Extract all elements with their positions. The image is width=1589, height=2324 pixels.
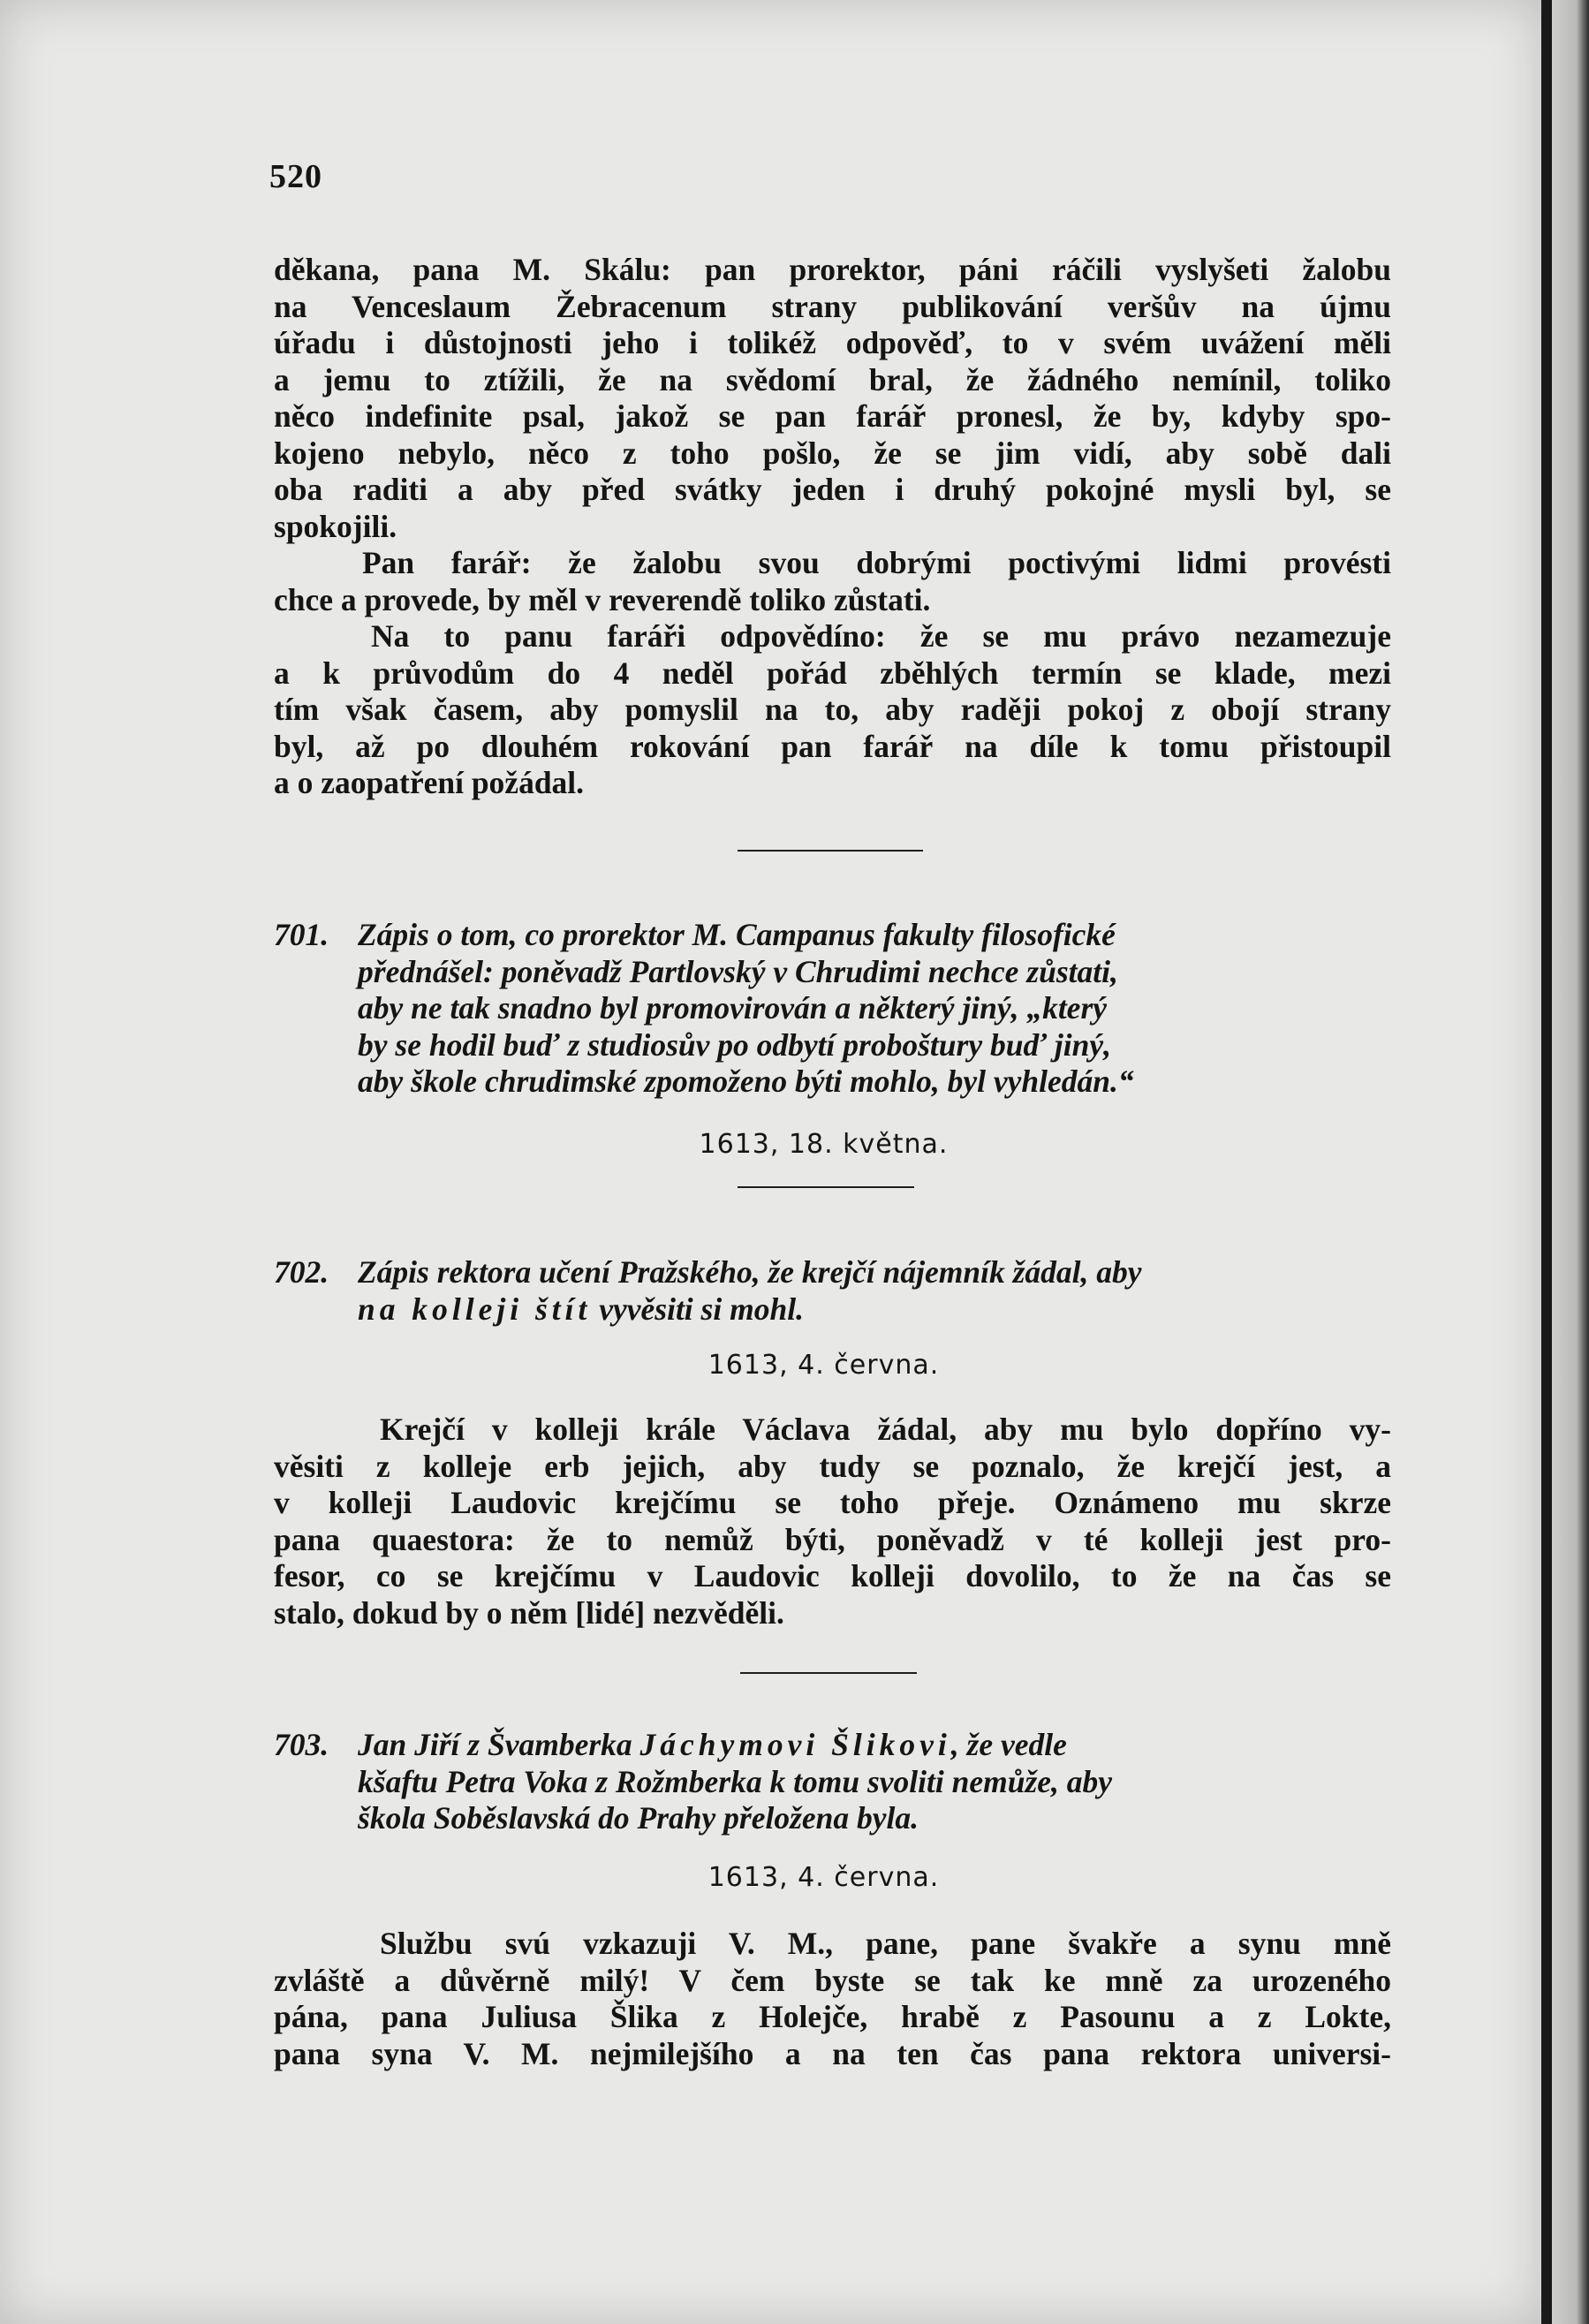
- entry-703-date: 1613, 4. června.: [707, 1862, 940, 1893]
- text-line: stalo, dokud by o něm [lidé] nezvěděli.: [274, 1594, 784, 1631]
- text-line: pána, pana Juliusa Šlika z Holejče, hrabě z Pasounu a z Lokte,: [274, 1999, 1391, 2034]
- text-line: děkana, pana M. Skálu: pan prorektor, páni ráčili vyslyšeti žalobu: [274, 252, 1391, 287]
- text-line: pana quaestora: že to nemůž býti, poněvadž v té kolleji jest pro-: [274, 1521, 1391, 1557]
- entry-703-text: [274, 1926, 1391, 2072]
- heading-line: přednášel: poněvadž Partlovský v Chrudimi nechce zůstati,: [358, 953, 1118, 989]
- text-line: Na to panu faráři odpovědíno: že se mu právo nezamezuje: [371, 618, 1391, 654]
- text-line: v kolleji Laudovic krejčímu se toho přeje. Oznámeno mu skrze: [274, 1485, 1391, 1520]
- text-line: tím však časem, aby pomyslil na to, aby raději pokoj z obojí strany: [274, 692, 1391, 727]
- text-line: Krejčí v kolleji krále Václava žádal, aby mu bylo dopříno vy-: [380, 1412, 1391, 1447]
- entry-number: 702.: [274, 1254, 329, 1290]
- heading-line: Jan Jiří z Švamberka: [358, 1727, 640, 1762]
- text-line: byl, až po dlouhém rokování pan farář na díle k tomu přistoupil: [274, 728, 1391, 764]
- entry-702-heading: [274, 1254, 1391, 1328]
- entry-702-date: 1613, 4. června.: [707, 1350, 940, 1381]
- text-line: věsiti z kolleje erb jejich, aby tudy se poznalo, že krejčí jest, a: [274, 1448, 1391, 1484]
- text-line: úřadu i důstojnosti jeho i tolikéž odpověď, to v svém uvážení měli: [274, 325, 1391, 360]
- text-line: a jemu to ztížili, že na svědomí bral, že žádného nemínil, toliko: [274, 361, 1391, 397]
- heading-line: kšaftu Petra Voka z Rožmberka k tomu svoliti nemůže, aby: [358, 1763, 1113, 1799]
- heading-line: aby škole chrudimské zpomoženo býti mohlo, byl vyhledán.“: [358, 1064, 1134, 1099]
- heading-line: aby ne tak snadno byl promovirován a některý jiný, „který: [358, 990, 1108, 1026]
- heading-line: škola Soběslavská do Prahy přeložena byla.: [358, 1800, 919, 1836]
- page-number: 520: [269, 158, 322, 195]
- heading-line: vyvěsiti si mohl.: [591, 1291, 804, 1327]
- text-line: a k průvodům do 4 neděl pořád zběhlých termín se klade, mezi: [274, 655, 1391, 691]
- text-line: Pan farář: že žalobu svou dobrými poctivými lidmi provésti: [362, 545, 1391, 580]
- entry-number: 703.: [274, 1727, 329, 1762]
- text-line: na Venceslaum Žebracenum strany publikování veršův na újmu: [274, 288, 1391, 324]
- entry-703-heading: [274, 1727, 1391, 1837]
- heading-spaced-text: Jáchymovi Šlikovi: [639, 1727, 951, 1762]
- text-line: a o zaopatření požádal.: [274, 765, 585, 800]
- separator-rule: [740, 1672, 917, 1674]
- text-line: Službu svú vzkazuji V. M., pane, pane švakře a synu mně: [380, 1926, 1391, 1961]
- heading-line: by se hodil buď z studiosův po odbytí proboštury buď jiný,: [358, 1026, 1111, 1063]
- text-line: oba raditi a aby před svátky jeden i druhý pokojné mysli byl, se: [274, 472, 1391, 507]
- text-line: spokojili.: [274, 508, 397, 544]
- entry-701-date: 1613, 18. května.: [699, 1129, 949, 1160]
- text-line: něco indefinite psal, jakož se pan farář pronesl, že by, kdyby spo-: [274, 398, 1391, 434]
- text-line: fesor, co se krejčímu v Laudovic kolleji dovolilo, to že na čas se: [274, 1558, 1391, 1593]
- entry-number: 701.: [274, 917, 329, 952]
- page-edge: [1541, 0, 1589, 2324]
- entry-701-heading: [274, 917, 1391, 1101]
- text-line: chce a provede, by měl v reverendě toliko zůstati.: [274, 581, 931, 617]
- separator-rule: [738, 1186, 914, 1188]
- continuation-text: [274, 252, 1391, 802]
- heading-line: Zápis o tom, co prorektor M. Campanus fakulty filosofické: [358, 917, 1116, 952]
- text-line: pana syna V. M. nejmilejšího a na ten čas pana rektora universi-: [274, 2035, 1391, 2071]
- entry-702-text: [274, 1412, 1391, 1631]
- heading-line: Zápis rektora učení Pražského, že krejčí nájemník žádal, aby: [358, 1254, 1142, 1290]
- heading-spaced-text: na kolleji štít: [358, 1291, 592, 1327]
- heading-line: , že vedle: [950, 1727, 1067, 1762]
- text-line: zvláště a důvěrně milý! V čem byste se tak ke mně za urozeného: [274, 1962, 1391, 1998]
- text-line: kojeno nebylo, něco z toho pošlo, že se jim vidí, aby sobě dali: [274, 435, 1391, 471]
- separator-rule: [738, 850, 923, 852]
